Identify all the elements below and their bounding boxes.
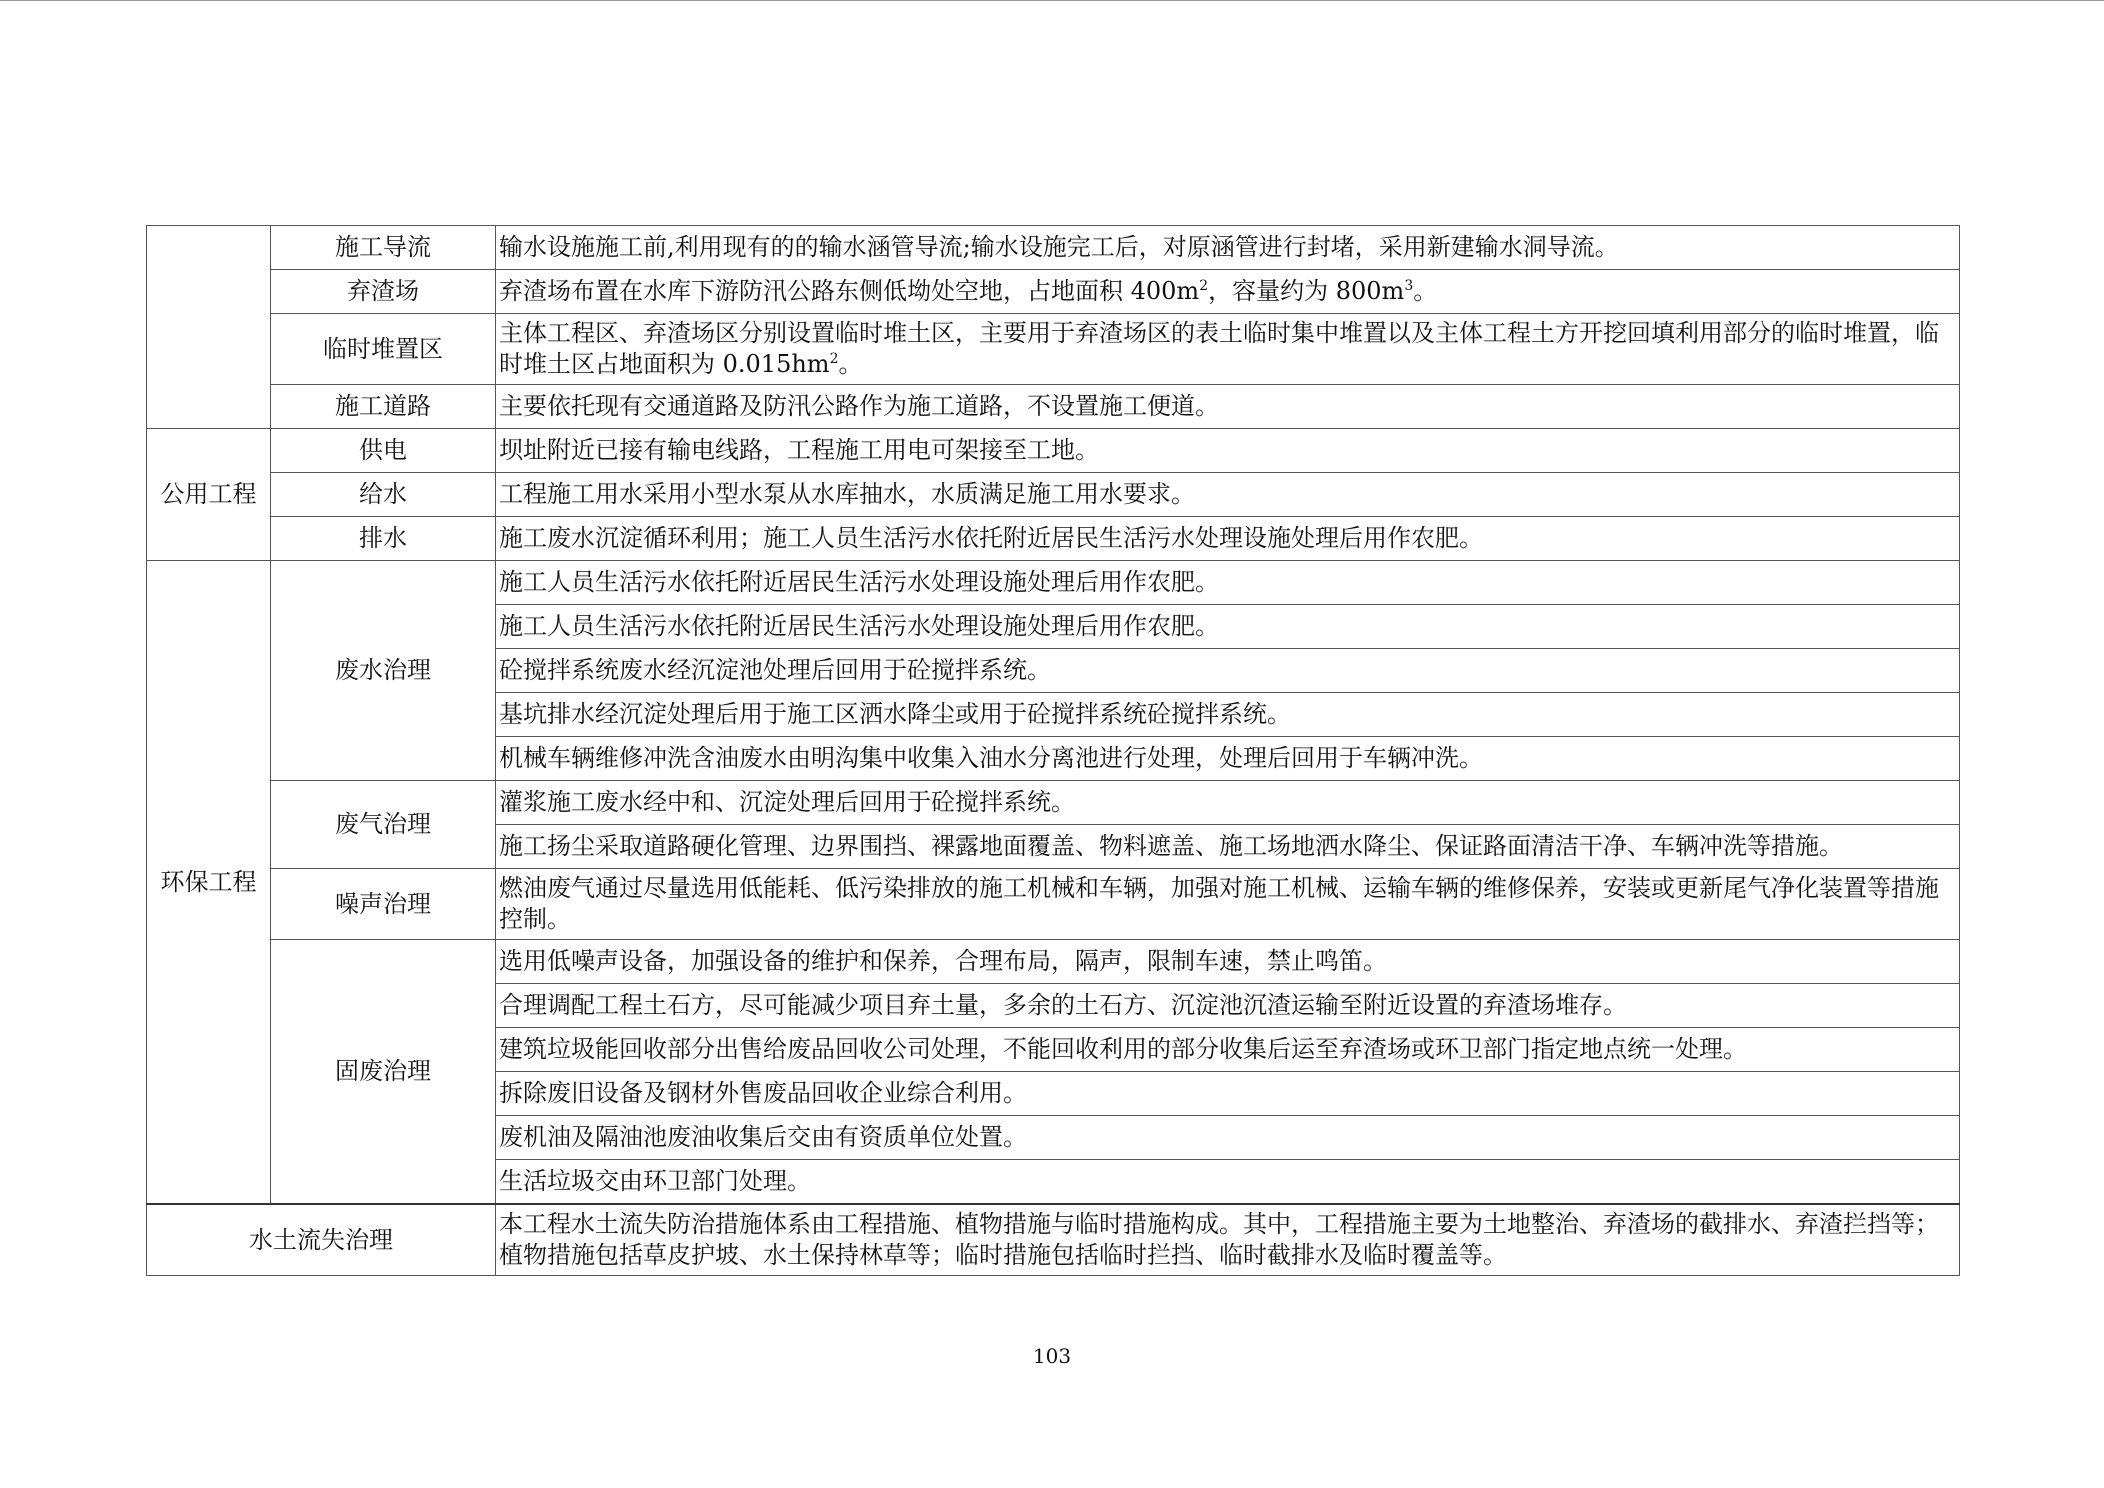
description-cell: 主要依托现有交通道路及防汛公路作为施工道路，不设置施工便道。 xyxy=(496,385,1960,429)
page-number: 103 xyxy=(1032,1344,1072,1368)
subcategory-cell: 施工导流 xyxy=(271,226,496,270)
description-cell: 机械车辆维修冲洗含油废水由明沟集中收集入油水分离池进行处理，处理后回用于车辆冲洗。 xyxy=(496,737,1960,781)
description-cell: 工程施工用水采用小型水泵从水库抽水，水质满足施工用水要求。 xyxy=(496,473,1960,517)
description-cell: 拆除废旧设备及钢材外售废品回收企业综合利用。 xyxy=(496,1072,1960,1116)
table-row xyxy=(147,226,1960,270)
subcategory-cell: 排水 xyxy=(271,517,496,561)
engineering-content-table xyxy=(146,225,1960,1276)
subcategory-cell: 弃渣场 xyxy=(271,270,496,314)
description-cell: 建筑垃圾能回收部分出售给废品回收公司处理，不能回收利用的部分收集后运至弃渣场或环卫部门指定地点统一处理。 xyxy=(496,1028,1960,1072)
description-cell: 本工程水土流失防治措施体系由工程措施、植物措施与临时措施构成。其中，工程措施主要为土地整治、弃渣场的截排水、弃渣拦挡等；植物措施包括草皮护坡、水土保持林草等；临时措施包括临时拦挡、临时截排水及临时覆盖等。 xyxy=(496,1204,1960,1276)
category-cell: 水土流失治理 xyxy=(147,1204,496,1276)
table-row xyxy=(147,385,1960,429)
table-row xyxy=(147,270,1960,314)
description-cell: 燃油废气通过尽量选用低能耗、低污染排放的施工机械和车辆，加强对施工机械、运输车辆的维修保养，安装或更新尾气净化装置等措施控制。 xyxy=(496,869,1960,940)
table-row xyxy=(147,869,1960,940)
description-cell: 灌浆施工废水经中和、沉淀处理后回用于砼搅拌系统。 xyxy=(496,781,1960,825)
description-cell: 废机油及隔油池废油收集后交由有资质单位处置。 xyxy=(496,1116,1960,1160)
description-cell: 输水设施施工前,利用现有的的输水涵管导流;输水设施完工后，对原涵管进行封堵，采用新建输水洞导流。 xyxy=(496,226,1960,270)
table-row xyxy=(147,429,1960,473)
description-cell: 施工人员生活污水依托附近居民生活污水处理设施处理后用作农肥。 xyxy=(496,605,1960,649)
table-row xyxy=(147,561,1960,605)
subcategory-cell: 供电 xyxy=(271,429,496,473)
description-cell: 施工人员生活污水依托附近居民生活污水处理设施处理后用作农肥。 xyxy=(496,561,1960,605)
description-cell: 施工废水沉淀循环利用；施工人员生活污水依托附近居民生活污水处理设施处理后用作农肥。 xyxy=(496,517,1960,561)
table-row xyxy=(147,940,1960,984)
description-cell: 弃渣场布置在水库下游防汛公路东侧低坳处空地，占地面积 $400m^2$，容量约为 $800m^3$。 xyxy=(496,270,1960,314)
table-row xyxy=(147,1204,1960,1276)
description-cell: 施工扬尘采取道路硬化管理、边界围挡、裸露地面覆盖、物料遮盖、施工场地洒水降尘、保证路面清洁干净、车辆冲洗等措施。 xyxy=(496,825,1960,869)
table-row xyxy=(147,517,1960,561)
category-cell: 公用工程 xyxy=(147,429,271,561)
category-cell xyxy=(147,226,271,429)
description-cell: 合理调配工程土石方，尽可能减少项目弃土量，多余的土石方、沉淀池沉渣运输至附近设置的弃渣场堆存。 xyxy=(496,984,1960,1028)
top-border-line xyxy=(0,0,2104,1)
subcategory-cell: 给水 xyxy=(271,473,496,517)
description-cell: 选用低噪声设备，加强设备的维护和保养，合理布局，隔声，限制车速，禁止鸣笛。 xyxy=(496,940,1960,984)
subcategory-cell: 噪声治理 xyxy=(271,869,496,940)
subcategory-cell: 固废治理 xyxy=(271,940,496,1205)
description-cell: 生活垃圾交由环卫部门处理。 xyxy=(496,1160,1960,1205)
category-cell: 环保工程 xyxy=(147,561,271,1205)
description-cell: 基坑排水经沉淀处理后用于施工区洒水降尘或用于砼搅拌系统砼搅拌系统。 xyxy=(496,693,1960,737)
table-row xyxy=(147,781,1960,825)
subcategory-cell: 临时堆置区 xyxy=(271,314,496,385)
table-row xyxy=(147,314,1960,385)
description-cell: 砼搅拌系统废水经沉淀池处理后回用于砼搅拌系统。 xyxy=(496,649,1960,693)
description-cell: 坝址附近已接有输电线路，工程施工用电可架接至工地。 xyxy=(496,429,1960,473)
subcategory-cell: 废水治理 xyxy=(271,561,496,781)
subcategory-cell: 废气治理 xyxy=(271,781,496,869)
subcategory-cell: 施工道路 xyxy=(271,385,496,429)
description-cell: 主体工程区、弃渣场区分别设置临时堆土区，主要用于弃渣场区的表土临时集中堆置以及主体工程土方开挖回填利用部分的临时堆置，临时堆土区占地面积为 $0.015hm^2$。 xyxy=(496,314,1960,385)
table-row xyxy=(147,473,1960,517)
